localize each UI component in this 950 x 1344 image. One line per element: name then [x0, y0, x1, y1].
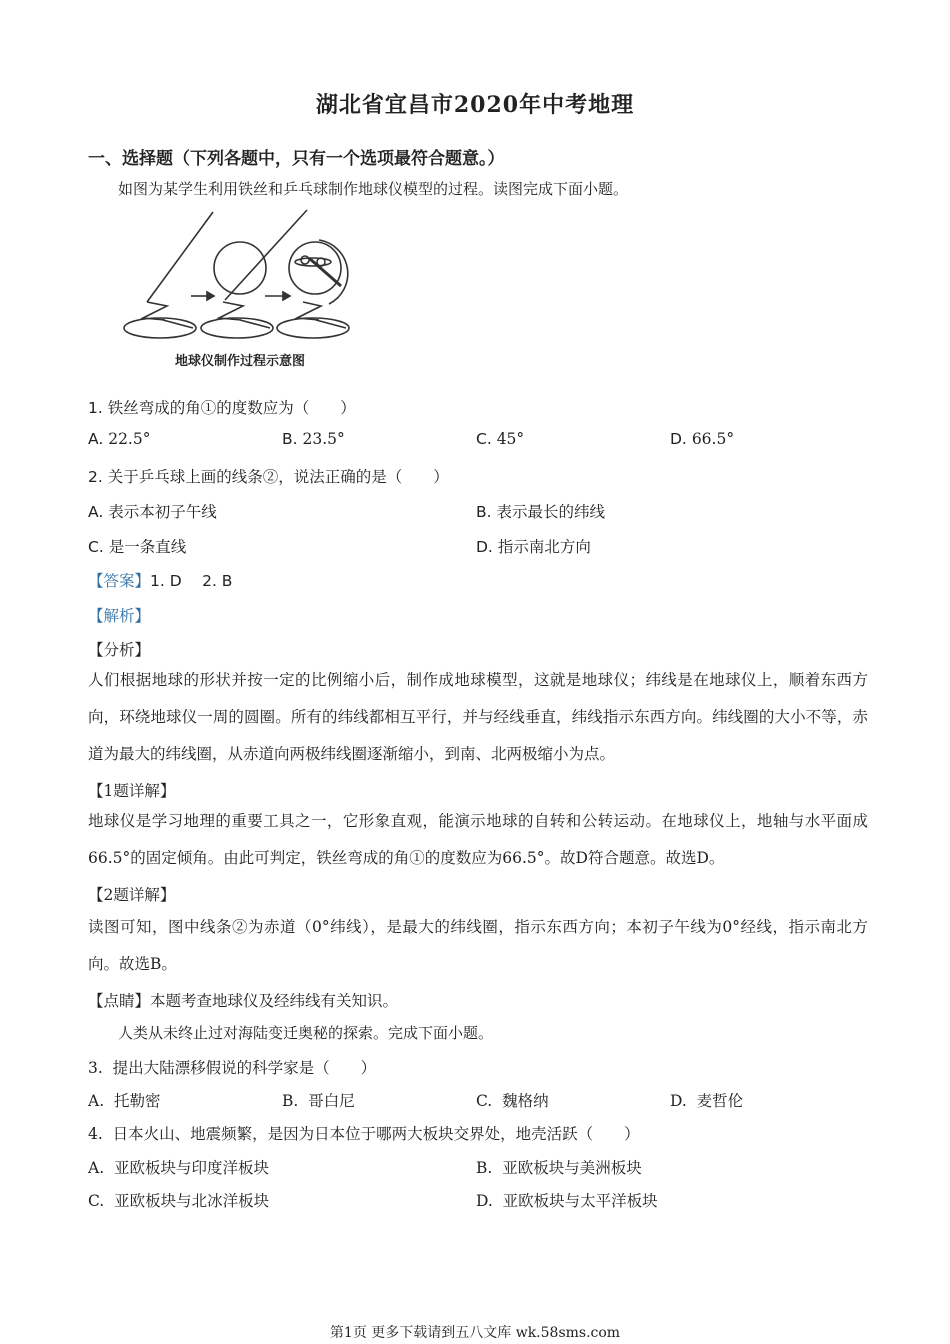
option-2a: A. 表示本初子午线 [88, 503, 217, 521]
dianjing-tag: 【点睛】 [88, 992, 151, 1010]
option-4a: A. 亚欧板块与印度洋板块 [88, 1159, 269, 1177]
question-number: 4. [88, 1125, 103, 1143]
option-1a: A. 22.5° [88, 430, 151, 448]
question-3 [88, 1056, 376, 1078]
figure-caption: 地球仪制作过程示意图 [174, 354, 305, 369]
dianjing-line [88, 989, 398, 1011]
option-4d: D. 亚欧板块与太平洋板块 [476, 1192, 658, 1210]
option-1b: B. 23.5° [282, 430, 345, 448]
question-text: 提出大陆漂移假说的科学家是（ ） [112, 1059, 377, 1077]
option-4c: C. 亚欧板块与北冰洋板块 [88, 1192, 270, 1210]
fenxi-text: 人们根据地球的形状并按一定的比例缩小后，制作成地球模型，这就是地球仪；纬线是在地球仪上，顺着东西方向，环绕地球仪一周的圆圈。所有的纬线都相互平行，并与经线垂直，纬线指示东西方向。纬线圈的大小不等，赤道为最大的纬线圈，从赤道向两极纬线圈逐渐缩小，到南、北两极缩小为点。 [88, 671, 868, 763]
fenxi-tag: 【分析】 [88, 641, 151, 659]
answer-text: 1. D 2. B [150, 572, 233, 590]
analysis-tag: 【解析】 [88, 607, 151, 625]
page-title: 湖北省宜昌市2020年中考地理 [315, 92, 635, 118]
answer-tag: 【答案】 [88, 572, 151, 590]
question-intro-2: 人类从未终止过对海陆变迁奥秘的探索。完成下面小题。 [118, 1024, 494, 1042]
option-2b: B. 表示最长的纬线 [476, 503, 606, 521]
option-3a: A. 托勒密 [88, 1092, 161, 1110]
question-number: 1. [88, 399, 103, 417]
option-3b: B. 哥白尼 [282, 1092, 355, 1110]
detail1-tag: 【1题详解】 [88, 782, 176, 800]
question-number: 2. [88, 468, 103, 486]
detail1-text: 地球仪是学习地理的重要工具之一，它形象直观，能演示地球的自转和公转运动。在地球仪上，地轴与水平面成66.5°的固定倾角。由此可判定，铁丝弯成的角①的度数应为66.5°。故D符合题意。故选D。 [88, 812, 868, 867]
question-text: 日本火山、地震频繁，是因为日本位于哪两大板块交界处，地壳活跃（ ） [112, 1125, 640, 1143]
question-text: 关于乒乓球上画的线条②，说法正确的是（ ） [107, 468, 449, 486]
answer-line [88, 569, 232, 591]
option-2d: D. 指示南北方向 [476, 538, 591, 556]
globe-making-figure [115, 200, 365, 375]
dianjing-text: 本题考查地球仪及经纬线有关知识。 [150, 992, 399, 1010]
question-text: 铁丝弯成的角①的度数应为（ ） [107, 399, 356, 417]
question-1 [88, 396, 356, 418]
globe-making-diagram [115, 200, 365, 360]
question-intro: 如图为某学生利用铁丝和乒乓球制作地球仪模型的过程。读图完成下面小题。 [118, 180, 629, 198]
section-heading: 一、选择题（下列各题中，只有一个选项最符合题意。） [88, 149, 505, 169]
question-2 [88, 465, 449, 487]
question-4 [88, 1122, 640, 1144]
option-1d: D. 66.5° [670, 430, 735, 448]
detail2-tag: 【2题详解】 [88, 886, 176, 904]
option-2c: C. 是一条直线 [88, 538, 187, 556]
page-footer: 第1页 更多下载请到五八文库 wk.58sms.com [329, 1325, 621, 1341]
detail2-text: 读图可知，图中线条②为赤道（0°纬线），是最大的纬线圈，指示东西方向；本初子午线为0°经线，指示南北方向。故选B。 [88, 918, 868, 973]
question-number: 3. [88, 1059, 103, 1077]
option-3c: C. 魏格纳 [476, 1092, 549, 1110]
option-3d: D. 麦哲伦 [670, 1092, 744, 1110]
option-4b: B. 亚欧板块与美洲板块 [476, 1159, 642, 1177]
option-1c: C. 45° [476, 430, 525, 448]
